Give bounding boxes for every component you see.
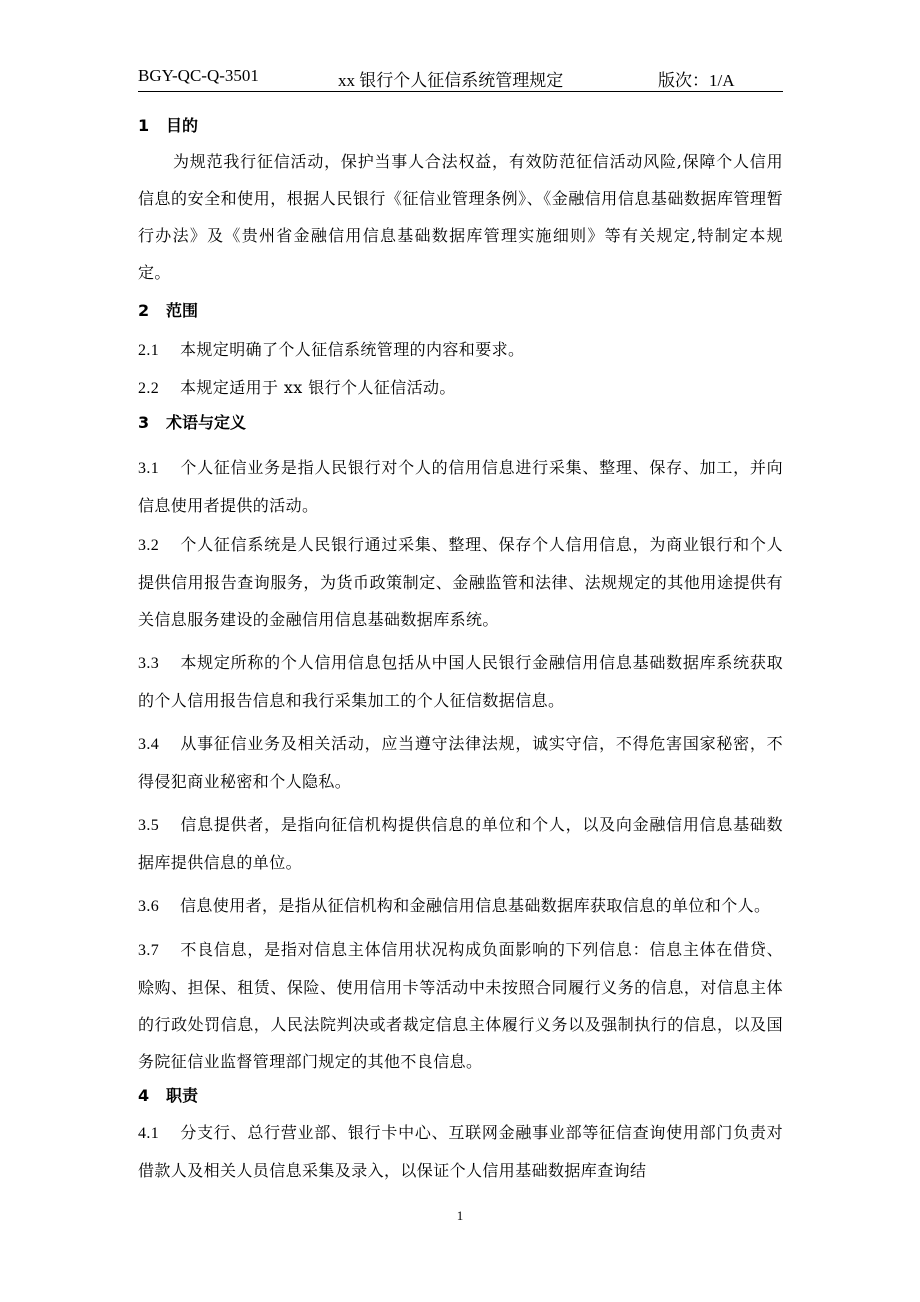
- clause-number: 2.1: [138, 342, 160, 359]
- header-divider: [138, 91, 783, 92]
- section-title: 职责: [166, 1086, 199, 1105]
- section-heading-duties: [138, 1084, 783, 1108]
- section-title: 目的: [166, 116, 199, 135]
- document-body: [138, 114, 783, 1189]
- page-footer: [0, 1208, 920, 1224]
- clause-number: 3.5: [138, 817, 160, 834]
- section-heading-purpose: [138, 114, 783, 138]
- purpose-paragraph: 为规范我行征信活动，保护当事人合法权益，有效防范征信活动风险,保障个人信用信息的安全和使用，根据人民银行《征信业管理条例》、《金融信用信息基础数据库管理暂行办法》及《贵州省金融信用信息基础数据库管理实施细则》等有关规定,特制定本规定。: [138, 152, 783, 282]
- clause-2-2: [138, 369, 783, 407]
- clause-text: 本规定明确了个人征信系统管理的内容和要求。: [180, 340, 525, 359]
- page-header: [138, 66, 783, 92]
- section-title: 范围: [166, 301, 199, 320]
- clause-2-1: [138, 331, 783, 369]
- clause-number: 3.6: [138, 898, 160, 915]
- clause-3-1: [138, 449, 783, 524]
- clause-text: 不良信息，是指对信息主体信用状况构成负面影响的下列信息：信息主体在借贷、赊购、担保、租赁、保险、使用信用卡等活动中未按照合同履行义务的信息，对信息主体的行政处罚信息，人民法院判决或者裁定信息主体履行义务以及强制执行的信息，以及国务院征信业监督管理部门规定的其他不良信息。: [138, 940, 783, 1071]
- doc-version: 版次：1/A: [658, 71, 735, 90]
- page-number: 1: [456, 1208, 464, 1223]
- clause-3-6: [138, 887, 783, 925]
- clause-text: 信息使用者，是指从征信机构和金融信用信息基础数据库获取信息的单位和个人。: [180, 896, 771, 915]
- section-number: 2: [138, 301, 150, 320]
- clause-text: 信息提供者，是指向征信机构提供信息的单位和个人，以及向金融信用信息基础数据库提供信息的单位。: [138, 815, 783, 872]
- clause-text: 个人征信业务是指人民银行对个人的信用信息进行采集、整理、保存、加工，并向信息使用者提供的活动。: [138, 458, 783, 515]
- section-heading-scope: [138, 299, 783, 323]
- clause-3-7: [138, 931, 783, 1080]
- clause-text: 本规定所称的个人信用信息包括从中国人民银行金融信用信息基础数据库系统获取的个人信用报告信息和我行采集加工的个人征信数据信息。: [138, 653, 783, 710]
- section-number: 1: [138, 116, 150, 135]
- clause-3-3: [138, 644, 783, 719]
- clause-number: 3.7: [138, 942, 160, 959]
- clause-text: 分支行、总行营业部、银行卡中心、互联网金融事业部等征信查询使用部门负责对借款人及相关人员信息采集及录入，以保证个人信用基础数据库查询结: [138, 1123, 783, 1180]
- clause-4-1: [138, 1114, 783, 1189]
- clause-number: 3.3: [138, 655, 160, 672]
- clause-number: 4.1: [138, 1125, 160, 1142]
- clause-text: 从事征信业务及相关活动，应当遵守法律法规，诚实守信，不得危害国家秘密，不得侵犯商业秘密和个人隐私。: [138, 734, 783, 791]
- clause-number: 3.4: [138, 736, 160, 753]
- doc-title: xx 银行个人征信系统管理规定: [338, 71, 564, 90]
- clause-3-5: [138, 806, 783, 881]
- clause-number: 3.2: [138, 537, 160, 554]
- clause-text: 个人征信系统是人民银行通过采集、整理、保存个人信用信息，为商业银行和个人提供信用报告查询服务，为货币政策制定、金融监管和法律、法规规定的其他用途提供有关信息服务建设的金融信用信息基础数据库系统。: [138, 535, 783, 629]
- section-title: 术语与定义: [166, 413, 247, 432]
- doc-code: BGY-QC-Q-3501: [138, 66, 259, 85]
- clause-number: 2.2: [138, 380, 160, 397]
- clause-number: 3.1: [138, 460, 160, 477]
- section-number: 3: [138, 413, 150, 432]
- section-heading-terms: [138, 411, 783, 435]
- clause-3-2: [138, 526, 783, 638]
- section-number: 4: [138, 1086, 150, 1105]
- clause-3-4: [138, 725, 783, 800]
- clause-text: 本规定适用于 xx 银行个人征信活动。: [180, 378, 456, 397]
